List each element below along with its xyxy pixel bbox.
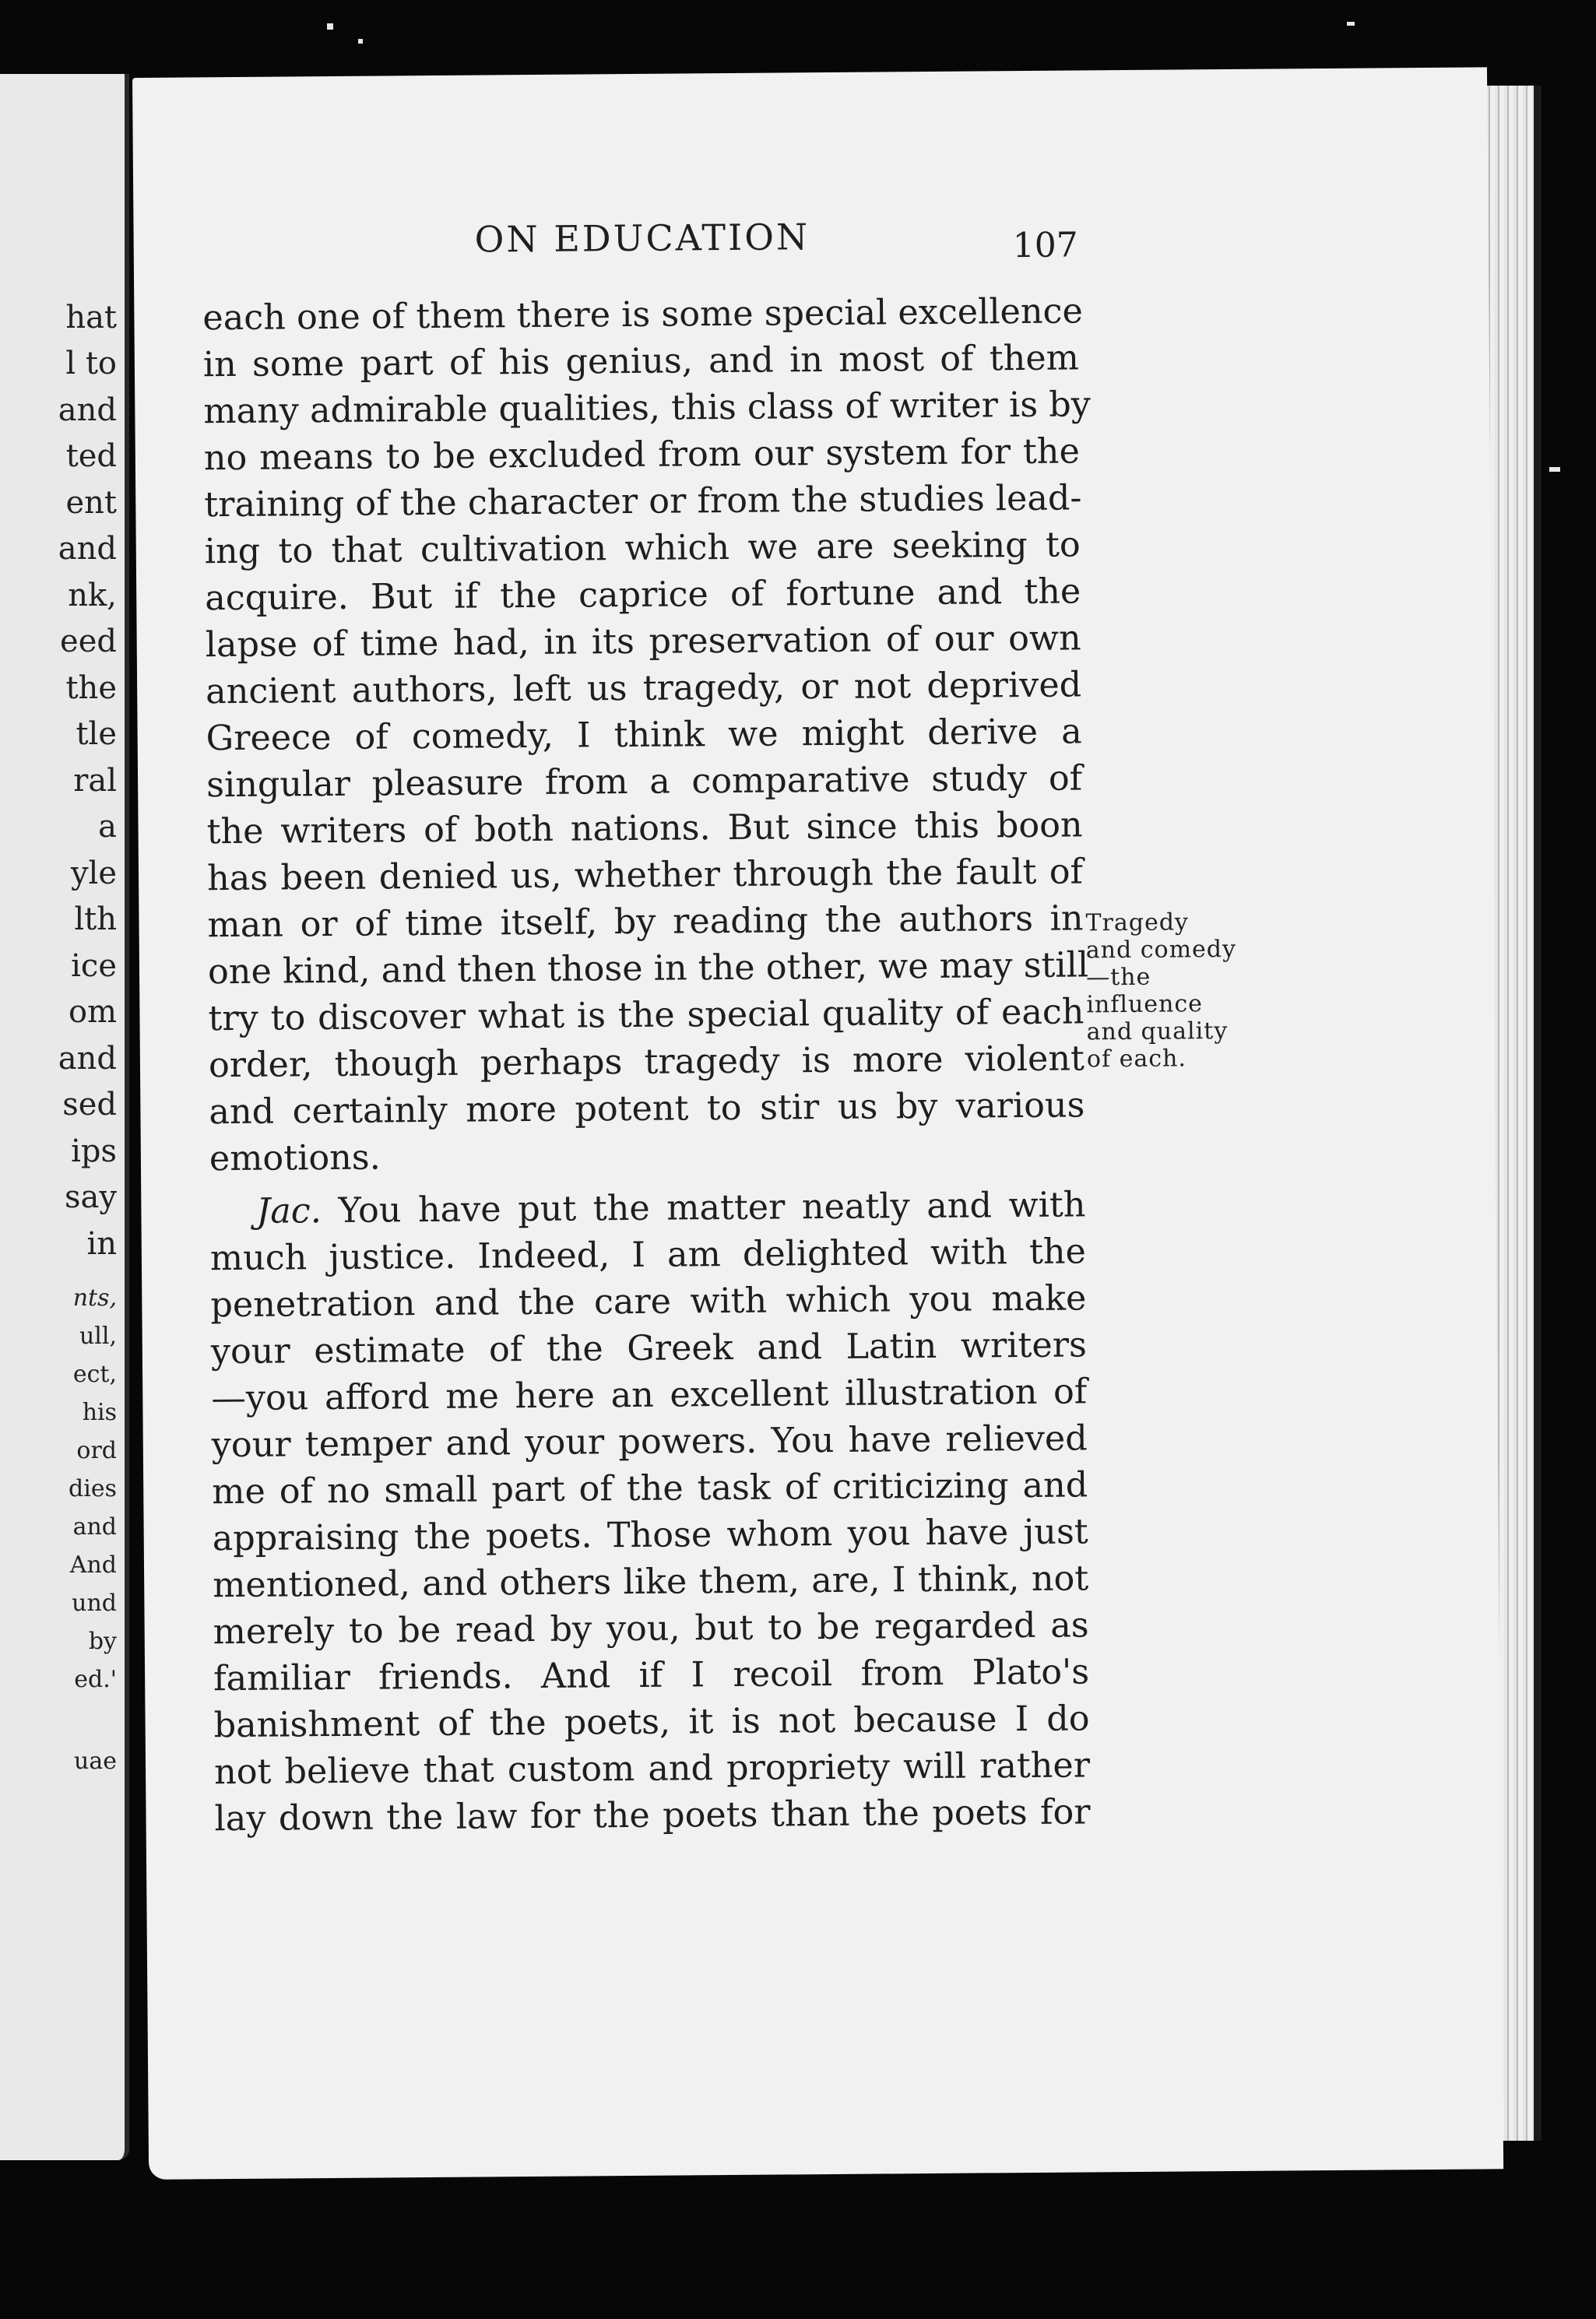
marginal-note-line: and quality (1086, 1017, 1229, 1046)
facing-page-line: lth (74, 901, 117, 937)
text-line: much justice. Indeed, I am delighted with the (209, 1232, 1087, 1279)
text-line: Greece of comedy, I think we might derive a (206, 712, 1082, 759)
facing-page-line: und (72, 1590, 117, 1617)
running-head: ON EDUCATION (474, 216, 810, 261)
text-line: emotions. (209, 1137, 381, 1179)
text-line (256, 1185, 1085, 1231)
facing-page-line: ect, (72, 1361, 117, 1388)
marginal-note-line: and comedy (1085, 935, 1237, 964)
text-line: —you afford me here an excellent illustration of (211, 1372, 1088, 1419)
text-line: ancient authors, left us tragedy, or not deprived (205, 665, 1082, 712)
facing-page-line: the (65, 670, 117, 706)
text-line: order, though perhaps tragedy is more violent (208, 1038, 1085, 1086)
facing-page-line: sed (62, 1087, 117, 1123)
facing-page-line: yle (70, 856, 117, 891)
scan-speck (1549, 467, 1560, 472)
marginal-note-line: Tragedy (1085, 908, 1190, 937)
text-line: lapse of time had, in its preservation of our own (205, 618, 1081, 666)
facing-page (0, 74, 129, 2160)
text-line: your estimate of the Greek and Latin writers (210, 1325, 1088, 1372)
scan-speck (1347, 22, 1355, 26)
text-line: not believe that custom and propriety will rather (213, 1745, 1091, 1793)
text-line: singular pleasure from a comparative study of (206, 758, 1083, 806)
book-page (132, 67, 1503, 2180)
text-line: each one of them there is some special excellence (202, 291, 1084, 339)
facing-page-line: in (86, 1226, 117, 1262)
page-number: 107 (1012, 225, 1078, 266)
text-line: ing to that cultivation which we are seeking to (204, 525, 1081, 572)
facing-page-line: say (65, 1179, 117, 1215)
text-line: me of no small part of the task of criticizing and (212, 1465, 1088, 1513)
facing-page-line: ips (71, 1133, 117, 1169)
marginal-note-line: —the (1085, 963, 1151, 992)
speech-start: You have put the matter neatly and with (338, 1185, 1086, 1231)
speaker-name: Jac. (256, 1191, 322, 1232)
facing-page-line: nk, (68, 578, 117, 613)
facing-page-line: hat (65, 300, 117, 336)
text-line: merely to be read by you, but to be regarded as (213, 1605, 1089, 1653)
text-line: the writers of both nations. But since this boon (206, 805, 1083, 852)
facing-page-line: and (72, 1513, 117, 1541)
facing-page-footnote: uae (74, 1748, 117, 1775)
facing-page-line: ice (71, 948, 117, 984)
text-line: try to discover what is the special quality of each (208, 992, 1085, 1039)
text-line: acquire. But if the caprice of fortune and the (205, 571, 1081, 619)
text-line: banishment of the poets, it is not because I do (213, 1699, 1090, 1746)
text-line: training of the character or from the studies lead- (204, 478, 1082, 525)
facing-page-line: and (58, 1041, 117, 1077)
text-line: many admirable qualities, this class of writer is by (203, 385, 1092, 432)
text-line: and certainly more potent to stir us by various (209, 1085, 1085, 1133)
scan-speck (327, 23, 333, 30)
scan-speck (358, 39, 363, 44)
text-line: one kind, and then those in the other, we may still (207, 945, 1089, 993)
facing-page-line: And (69, 1551, 117, 1579)
text-line: no means to be excluded from our system for the (203, 431, 1081, 479)
text-line: in some part of his genius, and in most of them (202, 338, 1080, 385)
facing-page-line: eed (60, 624, 117, 659)
facing-page-line: tle (76, 716, 117, 752)
text-line: your temper and your powers. You have relieved (211, 1418, 1088, 1466)
facing-page-line: l to (65, 346, 117, 381)
text-line: man or of time itself, by reading the authors in (207, 898, 1084, 946)
facing-page-line: ull, (79, 1323, 117, 1350)
facing-page-line: a (98, 809, 117, 845)
marginal-note-line: influence (1086, 990, 1204, 1019)
facing-page-line: ent (65, 485, 117, 521)
facing-page-line: and (58, 392, 117, 428)
text-line: familiar friends. And if I recoil from Plato's (213, 1652, 1090, 1699)
facing-page-line: ted (65, 438, 117, 474)
facing-page-line: ed.' (74, 1666, 117, 1693)
facing-page-line: nts, (72, 1284, 117, 1312)
facing-page-line: ord (76, 1437, 117, 1464)
text-line: penetration and the care with which you make (210, 1278, 1087, 1326)
text-line: has been denied us, whether through the fault of (206, 852, 1084, 899)
facing-page-line: by (88, 1628, 117, 1655)
marginal-note-line: of each. (1086, 1045, 1187, 1073)
text-line: appraising the poets. Those whom you have just (212, 1512, 1088, 1559)
facing-page-line: om (68, 994, 117, 1030)
facing-page-line: his (82, 1399, 117, 1426)
facing-page-line: and (58, 531, 117, 567)
facing-page-line: ral (73, 763, 117, 799)
text-line: lay down the law for the poets than the poets for (214, 1792, 1091, 1839)
facing-page-line: dies (69, 1475, 117, 1502)
text-line: mentioned, and others like them, are, I think, not (213, 1558, 1089, 1606)
